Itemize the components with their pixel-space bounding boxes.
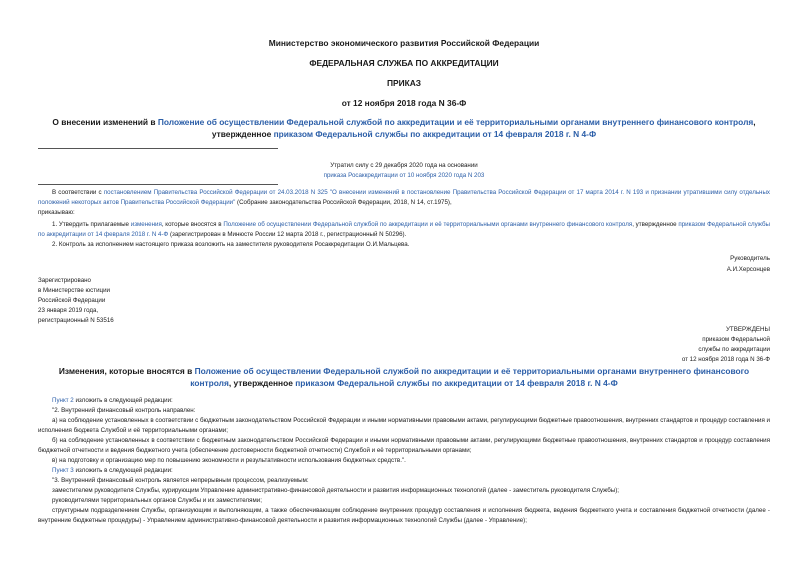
registration-line-3: Российской Федерации bbox=[38, 297, 106, 304]
changes-title bbox=[55, 365, 753, 389]
list-item: в) на подготовку и организацию мер по повышению экономности и результативности использования бюджетных средств.". bbox=[52, 457, 406, 464]
changes-title-middle: , утвержденное bbox=[228, 378, 296, 388]
status-link[interactable]: приказа Росаккредитации от 10 ноября 2020 года N 203 bbox=[323, 172, 485, 179]
item-1-intro: 1. Утвердить прилагаемые bbox=[52, 221, 131, 228]
signature-block bbox=[560, 254, 770, 275]
changes-title-link-regulation[interactable]: Положение об осуществлении Федеральной службой по аккредитации и её территориальными органами внутреннего финансового контроля bbox=[190, 366, 750, 388]
order-link[interactable]: приказом Федеральной службы по аккредитации от 14 февраля 2018 г. N 4-Ф bbox=[38, 221, 770, 238]
list-item bbox=[38, 466, 770, 476]
title-middle: , утвержденное bbox=[211, 117, 756, 139]
item-1-paragraph bbox=[38, 220, 770, 240]
registration-line-1: Зарегистрировано bbox=[38, 277, 91, 284]
order-word: приказываю: bbox=[38, 209, 75, 216]
point-3-instruction: изложить в следующей редакции: bbox=[73, 467, 173, 474]
service-name: ФЕДЕРАЛЬНАЯ СЛУЖБА ПО АККРЕДИТАЦИИ bbox=[309, 58, 499, 68]
divider-top bbox=[38, 148, 278, 149]
title-link-regulation[interactable]: Положение об осуществлении Федеральной службой по аккредитации и её территориальными органами внутреннего финансового контроля bbox=[157, 117, 754, 127]
item-1-registration: (зарегистрирован в Минюсте России 12 марта 2018 г., регистрационный N 50296). bbox=[168, 231, 407, 238]
list-item: "3. Внутренний финансовый контроль является непрерывным процессом, реализуемым: bbox=[52, 477, 309, 484]
title-link-order[interactable]: приказом Федеральной службы по аккредитации от 14 февраля 2018 г. N 4-Ф bbox=[273, 129, 597, 139]
item-1-mid: , которые вносятся в bbox=[161, 221, 224, 228]
changes-title-prefix: Изменения, которые вносятся в bbox=[58, 366, 195, 376]
point-3-link[interactable]: Пункт 3 bbox=[52, 467, 74, 474]
list-item: заместителем руководителя Службы, курирующим Управление административно-финансовой деятельности и развития информационных технологий (далее - заместитель руководителя Службы); bbox=[52, 487, 620, 494]
list-item bbox=[38, 396, 770, 406]
point-2-instruction: изложить в следующей редакции: bbox=[73, 397, 173, 404]
point-2-link[interactable]: Пункт 2 bbox=[52, 397, 74, 404]
registration-line-2: в Министерстве юстиции bbox=[38, 287, 111, 294]
regulation-link[interactable]: Положение об осуществлении Федеральной службой по аккредитации и её территориальными органами внутреннего финансового контроля bbox=[223, 221, 633, 228]
approved-line-4: от 12 ноября 2018 года N 36-Ф bbox=[681, 356, 770, 363]
signature-name: А.И.Херсонцев bbox=[726, 266, 770, 273]
document-type: ПРИКАЗ bbox=[386, 78, 422, 88]
signature-role: Руководитель bbox=[730, 255, 770, 262]
registration-block bbox=[38, 276, 238, 326]
changes-link[interactable]: изменения bbox=[130, 221, 162, 228]
approved-line-1: УТВЕРЖДЕНЫ bbox=[726, 326, 770, 333]
item-1-mid2: , утвержденное bbox=[632, 221, 679, 228]
registration-line-4: 23 января 2019 года, bbox=[38, 307, 99, 314]
changes-body bbox=[38, 396, 770, 526]
list-item: руководителями территориальных органов Службы и их заместителями; bbox=[52, 497, 262, 504]
item-2-paragraph: 2. Контроль за исполнением настоящего приказа возложить на заместителя руководителя Росаккредитации О.И.Мальцева. bbox=[52, 241, 410, 248]
ministry-name: Министерство экономического развития Российской Федерации bbox=[268, 38, 540, 48]
approved-block bbox=[560, 325, 770, 365]
preamble-decree-link[interactable]: постановлением Правительства Российской Федерации от 24.03.2018 N 325 "О внесении изменений в постановление Правительства Российской Федерации от 17 марта 2014 г. N 193 и признании утратившими силу отдельных положений некоторых актов Правительства Российской Федерации" bbox=[38, 189, 770, 206]
list-item: б) на соблюдение установленных в соответствии с бюджетным законодательством Российской Федерации и иными нормативными правовыми актами, регулирующими бюджетные правоотношения, внутренних стандартов и процедур составления бюджетной отчетности и ведения бюджетного учета (обеспечение достоверности бюджетной отчетности) Службой и её территориальными органами; bbox=[38, 437, 770, 454]
preamble-source: (Собрание законодательства Российской Федерации, 2018, N 14, ст.1975), bbox=[235, 199, 452, 206]
approved-line-3: службы по аккредитации bbox=[698, 346, 770, 353]
divider-bottom bbox=[38, 184, 278, 185]
list-item: "2. Внутренний финансовый контроль направлен: bbox=[52, 407, 196, 414]
registration-line-5: регистрационный N 53516 bbox=[38, 317, 114, 324]
preamble-intro: В соответствии с bbox=[52, 189, 104, 196]
order-date: от 12 ноября 2018 года N 36-Ф bbox=[341, 98, 467, 108]
status-note bbox=[40, 161, 768, 181]
status-line: Утратил силу с 29 декабря 2020 года на основании bbox=[330, 162, 478, 169]
list-item: структурным подразделением Службы, организующим и выполняющим, а также обеспечивающим соблюдение внутренних процедур составления и исполнения бюджета, ведения бюджетного учета и составления бюджетной отчетности (далее - внутренние бюджетные процедуры) - Управлением административно-финансовой деятельности и развития информационных технологий Службы (далее - Управление); bbox=[38, 507, 770, 524]
order-title bbox=[30, 116, 778, 140]
approved-line-2: приказом Федеральной bbox=[702, 336, 770, 343]
list-item: а) на соблюдение установленных в соответствии с бюджетным законодательством Российской Федерации и иными нормативными правовыми актами, регулирующими бюджетные правоотношения, внутренних стандартов и процедур составления и исполнения бюджета Службой и её территориальными органами; bbox=[38, 417, 770, 434]
changes-title-link-order[interactable]: приказом Федеральной службы по аккредитации от 14 февраля 2018 г. N 4-Ф bbox=[295, 378, 618, 388]
preamble-paragraph bbox=[38, 188, 770, 208]
title-prefix: О внесении изменений в bbox=[52, 117, 158, 127]
